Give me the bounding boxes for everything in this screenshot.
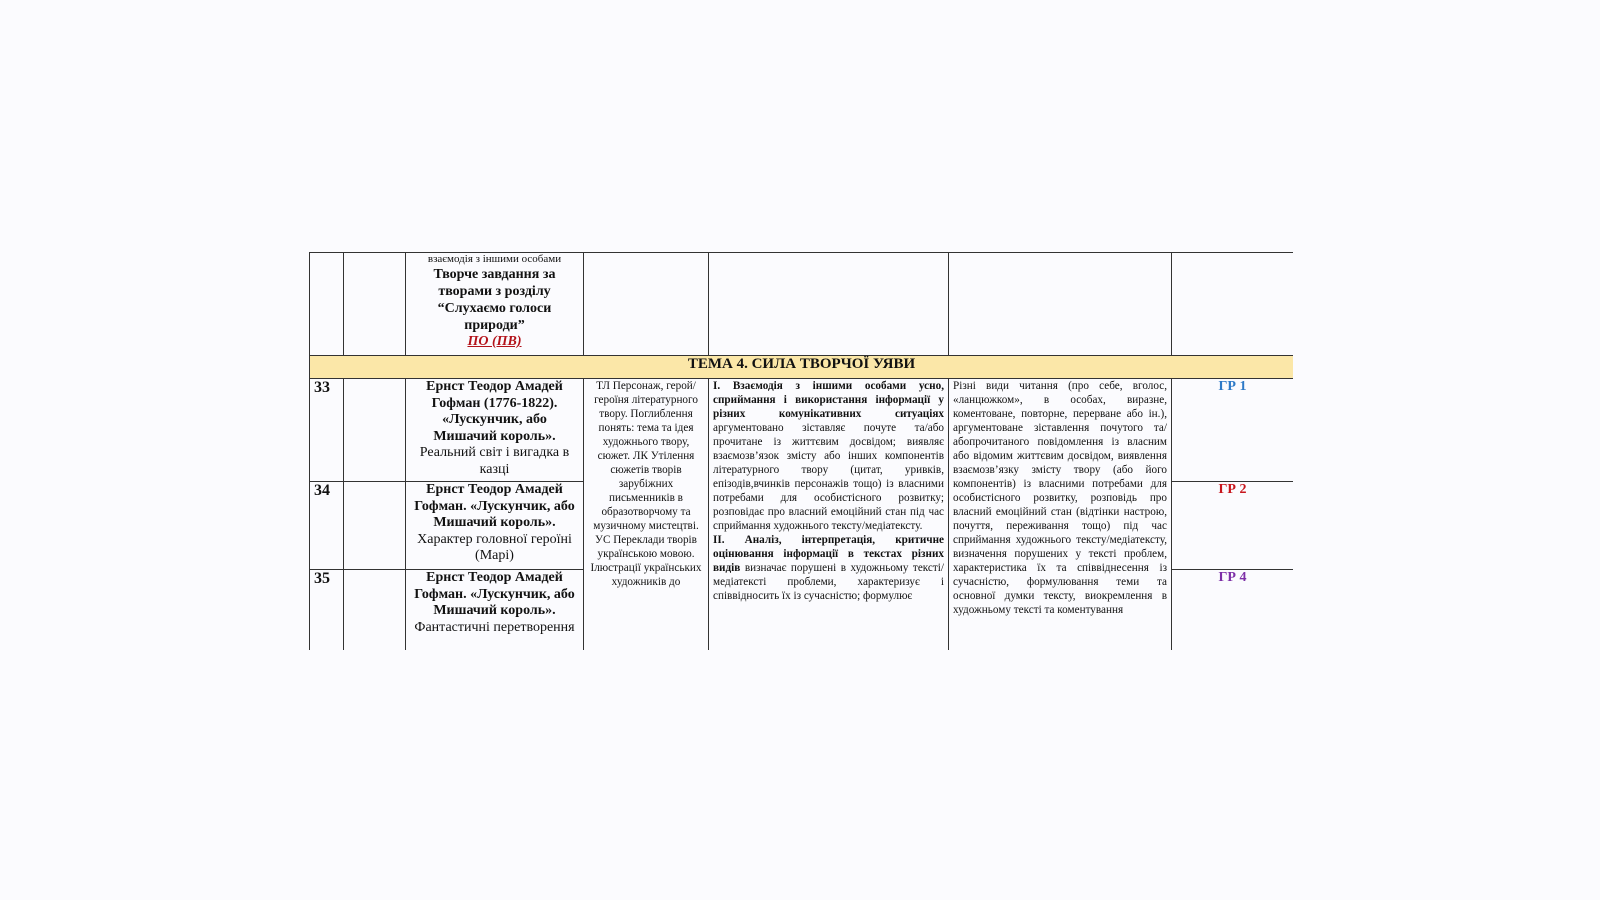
- lesson-title: Ернст Теодор Амадей Гофман (1776-1822). «Лускунчик, або Мишачий король».: [426, 379, 563, 444]
- table-cell: [344, 379, 406, 482]
- result-heading-2: ІІ. Аналіз, інтерпретація, критичне оцінювання інформації в текстах різних видів: [713, 534, 944, 574]
- lesson-subtitle: Фантастичні перетворення: [414, 619, 575, 635]
- creative-task-title: Творче завдання за творами з розділу “Слухаємо голоси природи”: [433, 267, 556, 333]
- expected-results-column: [709, 379, 949, 651]
- lesson-plan-table: [309, 252, 1293, 650]
- table-cell: [949, 253, 1172, 356]
- group-label: ГР 2: [1172, 482, 1294, 570]
- table-cell: [1172, 253, 1294, 356]
- group-label: ГР 4: [1172, 570, 1294, 651]
- cell-note: взаємодія з іншими особами: [427, 253, 562, 265]
- result-heading-1: І. Взаємодія з іншими особами усно, сприймання і використання інформації у різних комунікативних ситуаціях: [713, 380, 944, 420]
- lesson-number: 35: [310, 570, 344, 651]
- theme-title: ТЕМА 4. СИЛА ТВОРЧОЇ УЯВИ: [310, 356, 1294, 379]
- lesson-number: 34: [310, 482, 344, 570]
- lesson-topic: [406, 379, 584, 482]
- lesson-cell: [406, 253, 584, 356]
- table-cell: [344, 570, 406, 651]
- group-label: ГР 1: [1172, 379, 1294, 482]
- table-row: [310, 379, 1294, 482]
- lesson-subtitle: Характер головної героїні (Марі): [417, 531, 572, 563]
- table-cell: [310, 253, 344, 356]
- lesson-title: Ернст Теодор Амадей Гофман. «Лускунчик, або Мишачий король».: [414, 570, 575, 618]
- lesson-subtitle: Реальний світ і вигадка в казці: [419, 445, 570, 477]
- document-page: [309, 252, 1293, 650]
- result-text-2: визначає порушені в художньому тексті/медіатексті проблеми, характеризує і співвідносить їх із сучасністю; формулює: [713, 562, 945, 602]
- lesson-number: 33: [310, 379, 344, 482]
- po-marker: ПО (ПВ): [467, 334, 522, 349]
- table-cell: [344, 482, 406, 570]
- theory-column: ТЛ Персонаж, герой/героїня літературного твору. Поглиблення понять: тема та ідея художнього твору, сюжет. ЛК Утілення сюжетів творів зарубіжних письменників в образотворчому та музичному мистецтві. УС Переклади творів українською мовою. Ілюстрації українських художників до: [584, 379, 709, 651]
- result-text-1: аргументовано зіставляє почуте та/або прочитане із життєвим досвідом; виявляє взаємозв’язок змісту або інших компонентів літературного твору (цитат, уривків, епізодів,вчинків персонажів тощо) із власними потребами для особистісного розвитку; розповідає про власний емоційний стан під час сприймання художнього тексту/медіатексту.: [713, 422, 944, 532]
- theme-row: [310, 356, 1294, 379]
- table-cell: [584, 253, 709, 356]
- lesson-topic: [406, 570, 584, 651]
- lesson-title: Ернст Теодор Амадей Гофман. «Лускунчик, або Мишачий король».: [414, 482, 575, 530]
- table-cell: [344, 253, 406, 356]
- table-row: [310, 253, 1294, 356]
- table-cell: [709, 253, 949, 356]
- activities-column: Різні види читання (про себе, вголос, «ланцюжком», в особах, виразне, коментоване, повторне, перерване або ін.), аргументоване зіставлення почутого та/абопрочитаного повідомлення із власним або відомим життєвим досвідом, виявлення взаємозв’язку змісту твору (або його компонентів) із власними потребами для особистісного розвитку, розповідь про власний емоційний стан (відтінки настрою, почуття, переживання тощо) під час сприймання художнього тексту/медіатексту, визначення порушених у тексті проблем, характеристика їх та співвіднесення із сучасністю, формулювання теми та основної думки тексту, виокремлення в художньому тексті та коментування: [949, 379, 1172, 651]
- lesson-topic: [406, 482, 584, 570]
